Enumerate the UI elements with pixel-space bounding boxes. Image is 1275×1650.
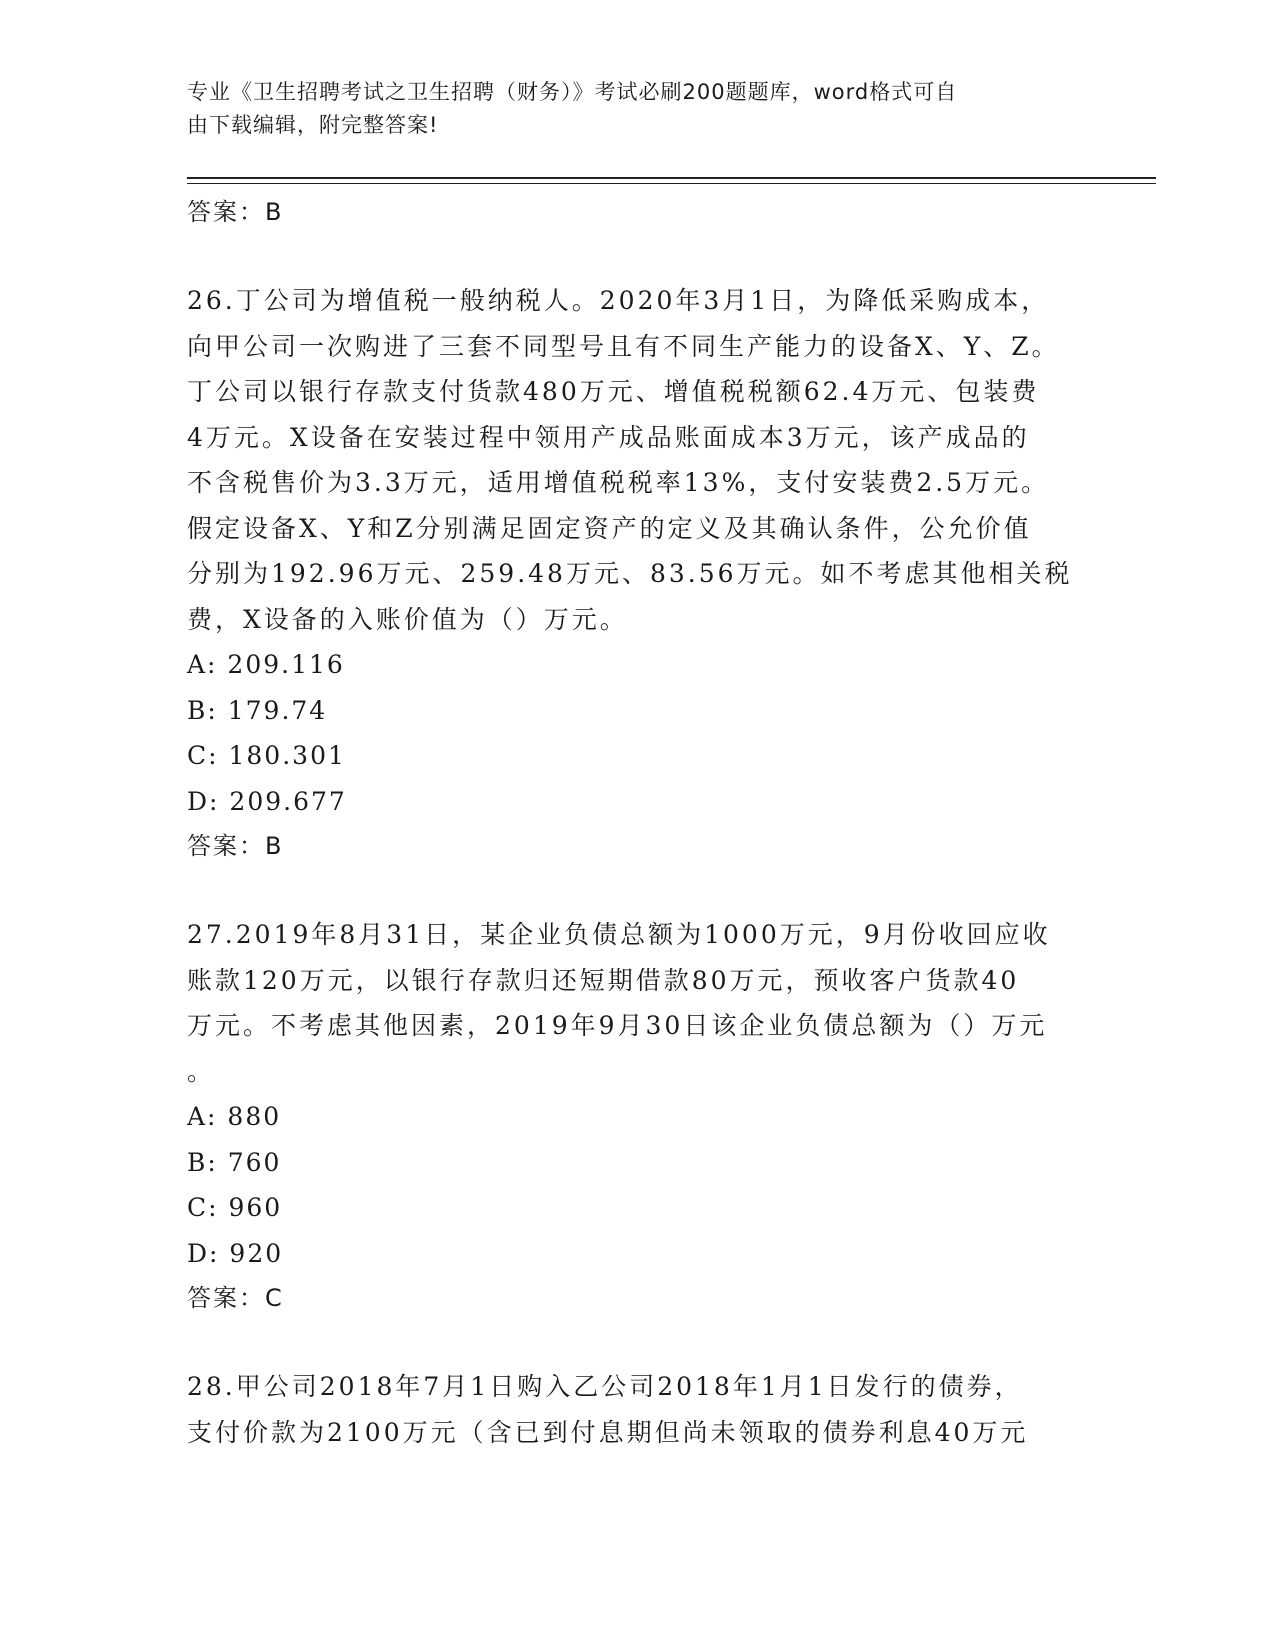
answer-line: 答案：B [187, 832, 284, 860]
option-d: D: 209.677 [187, 786, 347, 816]
question-text-line: 账款120万元，以银行存款归还短期借款80万元，预收客户货款40 [187, 965, 1020, 995]
page-header [187, 76, 1077, 142]
answer-line: 答案：C [187, 1284, 284, 1312]
option-c: C: 180.301 [187, 741, 346, 770]
header-line-2: 由下载编辑，附完整答案! [187, 113, 439, 137]
question-list [187, 190, 1087, 1455]
question-text-line: 丁公司以银行存款支付货款480万元、增值税税额62.4万元、包装费 [187, 377, 1040, 406]
option-c: C: 960 [187, 1193, 283, 1222]
option-b: B: 179.74 [187, 695, 328, 725]
header-rule-thin [187, 183, 1156, 184]
spacer [187, 868, 1087, 912]
question-26 [187, 278, 1087, 868]
spacer [187, 1320, 1087, 1364]
question-text-line: 26.丁公司为增值税一般纳税人。2020年3月1日，为降低采购成本， [187, 286, 1050, 315]
question-text-line: 假定设备X、Y和Z分别满足固定资产的定义及其确认条件，公允价值 [187, 513, 1032, 543]
question-text-line: 28.甲公司2018年7月1日购入乙公司2018年1月1日发行的债券， [187, 1372, 1023, 1401]
header-rule [187, 177, 1156, 179]
question-text-line: 27.2019年8月31日，某企业负债总额为1000万元，9月份收回应收 [187, 920, 1051, 949]
option-a: A: 880 [187, 1102, 282, 1131]
spacer [187, 234, 1087, 278]
question-text-line: 。 [187, 1056, 216, 1086]
option-b: B: 760 [187, 1147, 282, 1177]
question-28 [187, 1364, 1087, 1455]
question-text-line: 4万元。X设备在安装过程中领用产成品账面成本3万元，该产成品的 [187, 422, 1030, 452]
question-text-line: 向甲公司一次购进了三套不同型号且有不同生产能力的设备X、Y、Z。 [187, 331, 1060, 361]
question-27 [187, 912, 1087, 1320]
question-text-line: 万元。不考虑其他因素，2019年9月30日该企业负债总额为（）万元 [187, 1011, 1048, 1040]
option-d: D: 920 [187, 1238, 284, 1268]
question-text-line: 支付价款为2100万元（含已到付息期但尚未领取的债券利息40万元 [187, 1417, 1029, 1447]
option-a: A: 209.116 [187, 650, 345, 679]
question-text-line: 费，X设备的入账价值为（）万元。 [187, 604, 628, 634]
answer-line: 答案：B [187, 198, 284, 226]
header-line-1: 专业《卫生招聘考试之卫生招聘（财务）》考试必刷200题题库，word格式可自 [187, 80, 958, 104]
question-text-line: 分别为192.96万元、259.48万元、83.56万元。如不考虑其他相关税 [187, 559, 1073, 588]
question-text-line: 不含税售价为3.3万元，适用增值税税率13%，支付安装费2.5万元。 [187, 468, 1050, 497]
